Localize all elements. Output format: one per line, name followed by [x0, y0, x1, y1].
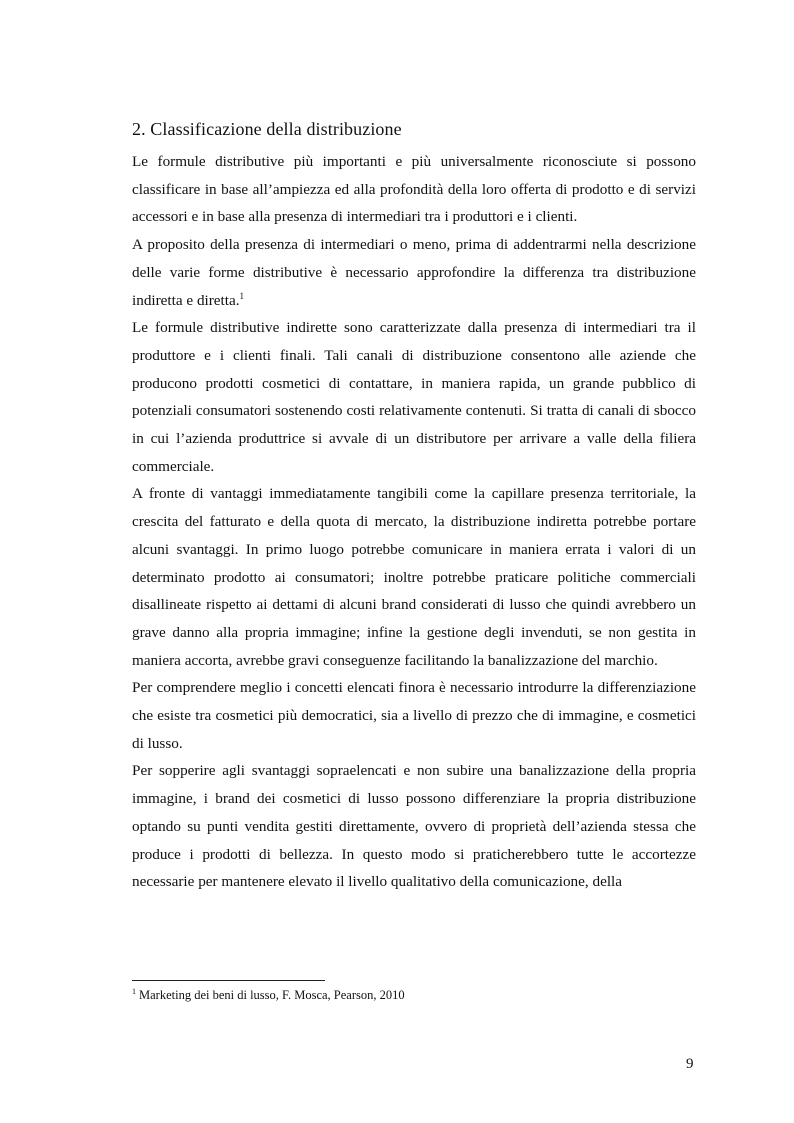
footnote-text: Marketing dei beni di lusso, F. Mosca, Pearson, 2010 [139, 988, 405, 1002]
section-heading: 2. Classificazione della distribuzione [132, 119, 402, 139]
footnote-mark: 1 [132, 987, 136, 996]
footnote-reference[interactable]: 1 [239, 290, 245, 301]
paragraph-5: Per comprendere meglio i concetti elencati finora è necessario introdurre la differenziazione che esiste tra cosmetici più democratici, sia a livello di prezzo che di immagine, e cosmetici di lusso. [132, 679, 696, 752]
paragraph-4: A fronte di vantaggi immediatamente tangibili come la capillare presenza territoriale, la crescita del fatturato e della quota di mercato, la distribuzione indiretta potrebbe portare alcuni svantaggi. In primo luogo potrebbe comunicare in maniera errata i valori di un determinato prodotto ai consumatori; inoltre potrebbe praticare politiche commerciali disallineate rispetto ai dettami di alcuni brand considerati di lusso che quindi avrebbero un grave danno alla propria immagine; infine la gestione degli invenduti, se non gestita in maniera accorta, avrebbe gravi conseguenze facilitando la banalizzazione del marchio. [132, 485, 696, 669]
footnote [132, 987, 405, 1003]
page-number: 9 [686, 1056, 694, 1072]
paragraph-2-text: A proposito della presenza di intermediari o meno, prima di addentrarmi nella descrizione delle varie forme distributive è necessario approfondire la differenza tra distribuzione indiretta e diretta. [132, 236, 696, 309]
paragraph-6: Per sopperire agli svantaggi sopraelencati e non subire una banalizzazione della propria immagine, i brand dei cosmetici di lusso possono differenziare la propria distribuzione optando su punti vendita gestiti direttamente, ovvero di proprietà dell’azienda stessa che produce i prodotti di bellezza. In questo modo si praticherebbero tutte le accortezze necessarie per mantenere elevato il livello qualitativo della comunicazione, della [132, 762, 696, 891]
paragraph-3: Le formule distributive indirette sono caratterizzate dalla presenza di intermediari tra il produttore e i clienti finali. Tali canali di distribuzione consentono alle aziende che producono prodotti cosmetici di contattare, in maniera rapida, un grande pubblico di potenziali consumatori sostenendo costi relativamente contenuti. Si tratta di canali di sbocco in cui l’azienda produttrice si avvale di un distributore per arrivare a valle della filiera commerciale. [132, 319, 696, 475]
paragraph-2 [132, 231, 696, 314]
body-text [132, 148, 696, 896]
footnote-separator [132, 980, 325, 981]
paragraph-1: Le formule distributive più importanti e più universalmente riconosciute si possono classificare in base all’ampiezza ed alla profondità della loro offerta di prodotto e di servizi accessori e in base alla presenza di intermediari tra i produttori e i clienti. [132, 153, 696, 226]
